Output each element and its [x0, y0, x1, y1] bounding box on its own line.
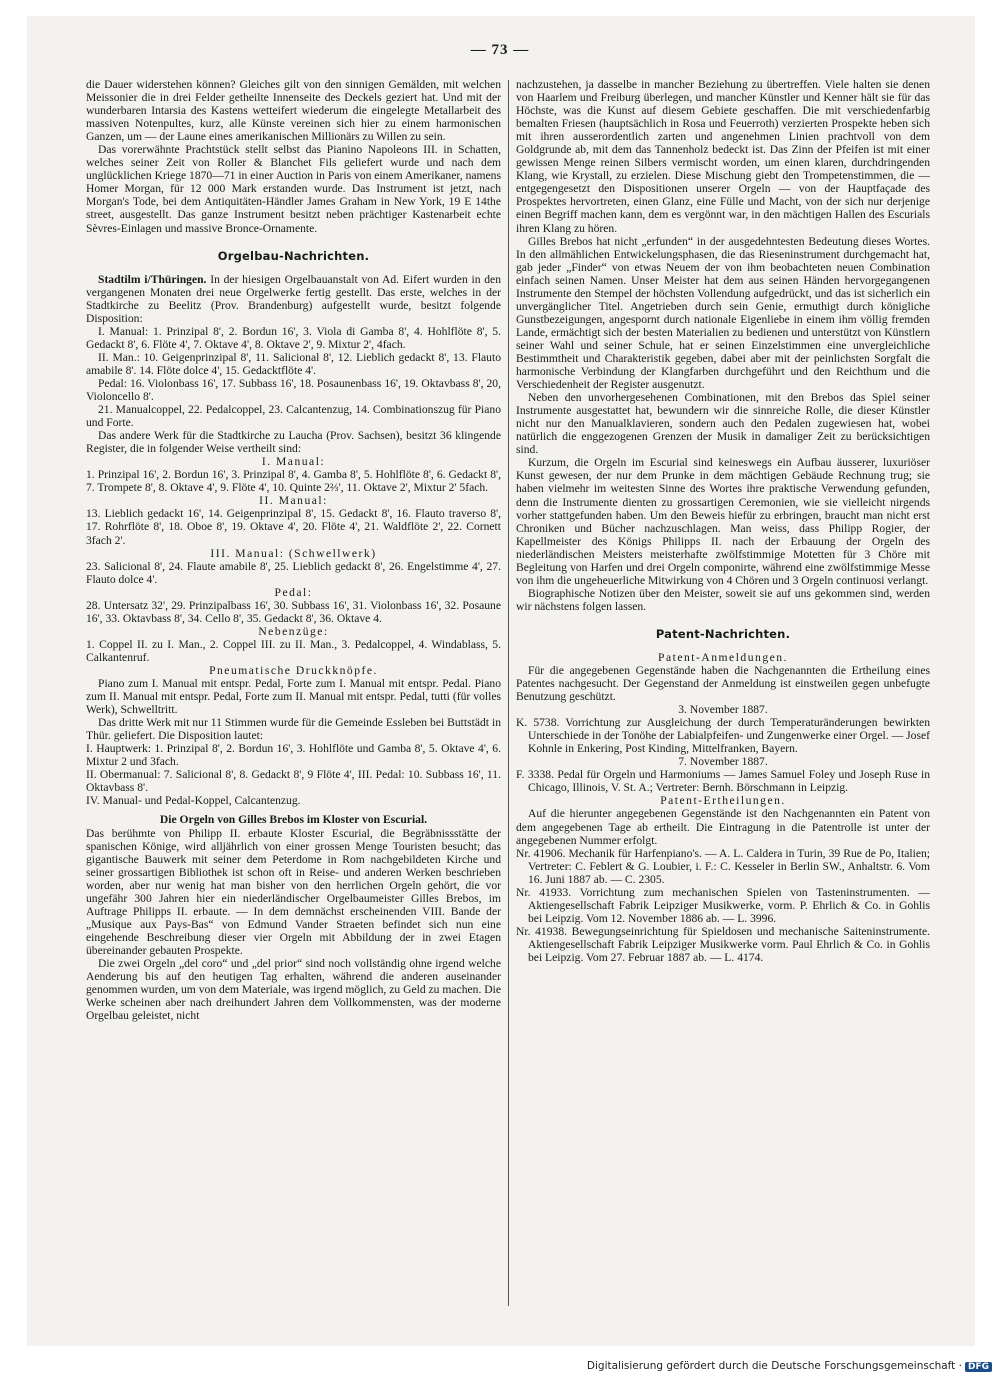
dfg-logo: DFG [965, 1362, 992, 1372]
disposition-line: IV. Manual- und Pedal-Koppel, Calcantenzug. [86, 794, 301, 808]
section-heading-patent: Patent-Nachrichten. [655, 626, 791, 641]
page-number: — 73 — [470, 42, 530, 58]
disposition-heading: Pedal: [274, 585, 313, 599]
disposition-line: 23. Salicional 8', 24. Flaute amabile 8', 25. Lieblich gedackt 8', 26. Engelstimme 4', 27. Flauto dolce 4'. [86, 559, 501, 586]
news-item-lead: Stadtilm i/Thüringen. [98, 272, 207, 286]
patent-entry: Nr. 41933. Vorrichtung zum mechanischen Spielen von Tasteninstrumenten. — Aktiengesellschaft Fabrik Leipziger Musikwerke, vorm. P. Ehrlich & Co. in Gohlis bei Leipzig. Vom 12. November 1886 ab. — L. 3996. [516, 885, 930, 925]
paragraph: Die zwei Orgeln „del coro“ und „del prior“ sind noch vollständig ohne irgend welche Aenderung bis auf den heutigen Tag erhalten, während die anderen auseinander genommen wurden, um von dem Materiale, was irgend möglich, zu Geld zu machen. Die Werke scheinen aber nach dreihundert Jahren dem Vollkommensten, was der moderne Orgelbau geleistet, nicht [86, 957, 501, 1023]
column-divider [508, 80, 509, 1306]
paragraph: Neben den unvorhergesehenen Combinationen, mit den Brebos das Spiel seiner Instrumente ausgestattet hat, bewundern wir die sinnreiche Rolle, die dieser Künstler nicht nur den Manualklavieren, sondern auch den Pedalen zugewiesen hat, wobei natürlich die enggezogenen Grenzen der Musik in damaliger Zeit zu berücksichtigen sind. [516, 391, 930, 457]
patent-entry: Nr. 41938. Bewegungseinrichtung für Spieldosen und mechanische Saiteninstrumente. Aktiengesellschaft Fabrik Leipziger Musikwerke vorm. Paul Ehrlich & Co. in Gohlis bei Leipzig. Vom 27. Februar 1887 ab. — L. 4174. [516, 924, 930, 964]
left-column [86, 78, 501, 1310]
disposition-heading: Nebenzüge: [258, 624, 329, 638]
disposition-line: Piano zum I. Manual mit entspr. Pedal, Forte zum I. Manual mit entspr. Pedal. Piano zum II. Manual mit entspr. Pedal, Forte zum II. Manual mit entspr. Pedal, tutti (für volles Werk), Schwelltritt. [86, 677, 501, 717]
disposition-heading: II. Manual: [259, 494, 328, 508]
paragraph: Das dritte Werk mit nur 11 Stimmen wurde für die Gemeinde Essleben bei Buttstädt in Thür. geliefert. Die Disposition lautet: [86, 716, 501, 743]
section-heading-orgelbau: Orgelbau-Nachrichten. [217, 248, 370, 263]
disposition-line: 28. Untersatz 32', 29. Prinzipalbass 16', 30. Subbass 16', 31. Violonbass 16', 32. Posaune 16', 33. Oktavbass 8', 34. Cello 8', 35. Gedackt 8', 36. Oktave 4. [86, 598, 501, 625]
news-item-stadtilm [86, 273, 501, 325]
disposition-line: 1. Coppel II. zu I. Man., 2. Coppel III. zu II. Man., 3. Pedalcoppel, 4. Windablass, 5. Calkantenruf. [86, 637, 501, 664]
disposition-line: I. Manual: 1. Prinzipal 8', 2. Bordun 16', 3. Viola di Gamba 8', 4. Hohlflöte 8', 5. Gedackt 8', 6. Flöte 4', 7. Oktave 4', 8. Oktave 2', 9. Mixtur 2', 4fach. [86, 324, 501, 351]
paragraph: die Dauer widerstehen können? Gleiches gilt von den sinnigen Gemälden, mit welchen Meissonier die in drei Felder getheilte Innenseite des Deckels geziert hat. Und mit der wunderbaren Intarsia des Kastens wetteifert wiederum die eingelegte Metallarbeit des massiven Notenpultes, kurz, alle Künste vereinen sich hier zu einem harmonischen Ganzen, um — der Laune eines amerikanischen Millionärs zu Willen zu sein. [86, 78, 501, 144]
subsection-heading-ertheilungen: Patent-Ertheilungen. [660, 794, 786, 808]
paragraph: Das vorerwähnte Prachtstück stellt selbst das Pianino Napoleons III. in Schatten, welches seiner Zeit von Roller & Blanchet Fils geliefert wurde und nach dem unglücklichen Kriege 1870—71 in einer Auction in Paris von einem Amerikaner, namens Homer Morgan, für 12 000 Mark erstanden wurde. Das Instrument ist jetzt, nach Morgan's Tode, bei dem Antiquitäten-Händler James Graham in New York, 19 E 14the street, ausgestellt. Das ganze Instrument besitzt neben prächtiger Kastenarbeit echte Sèvres-Einlagen und massive Bronce-Ornamente. [86, 143, 501, 235]
article-title-brebos: Die Orgeln von Gilles Brebos im Kloster von Escurial. [159, 813, 428, 827]
disposition-heading: Pneumatische Druckknöpfe. [209, 663, 378, 677]
subsection-heading-anmeldungen: Patent-Anmeldungen. [658, 650, 788, 664]
footer-text: Digitalisierung gefördert durch die Deutsche Forschungsgemeinschaft · [586, 1360, 962, 1372]
paragraph: Gilles Brebos hat nicht „erfunden“ in der ausgedehntesten Bedeutung dieses Wortes. In den allmählichen Entwickelungsphasen, die das Rieseninstrument durchgemacht hat, gab jeder „Finder“ von etwas Neuem der von ihm beobachteten neuen Combination einfach seinen Namen. Unser Meister hat dem aus seinen Händen hervorgegangenen Instrumente den Stempel der höchsten Vollendung aufgedrückt, und das ist sicherlich ein unvergänglicher Titel. Angetrieben durch sein Genie, ermuthigt durch königliche Gunstbezeigungen, angespornt durch nationale Eigenliebe in einem ihm völlig fremden Lande, ermächtigt sich der besten Materialien zu bedienen und unterstützt von Künstlern seiner Wahl und seiner Schule, hat er seinen Einzelstimmen eine unvergleichliche Bestimmtheit und Charakteristik gegeben, dabei aber mit der peinlichsten Sorgfalt die harmonische Verbindung der Klangfarben durchgeführt und den Reichthum und die Verschiedenheit der Register ausgenutzt. [516, 234, 930, 392]
paragraph: Das andere Werk für die Stadtkirche zu Laucha (Prov. Sachsen), besitzt 36 klingende Register, die in folgender Weise vertheilt sind: [86, 429, 501, 456]
paragraph: nachzustehen, ja dasselbe in mancher Beziehung zu übertreffen. Viele halten sie denen von Haarlem und Freiburg überlegen, und mancher Künstler und Kenner hält sie für das Höchste, was die Kunst auf diesem Gebiete geschaffen. Die mit verschiedenfarbig bemalten Friesen (hauptsächlich in Rosa und Feuerroth) verzierten Prospekte heben sich mit ihren ausserordentlich zarten und angenehmen Linien prachtvoll von dem Goldgrunde ab, mit dem das Tannenholz bedeckt ist. Das Zinn der Pfeifen ist mit einer gewissen Menge reinen Silbers vermischt worden, um einen klaren, durchdringenden Klang, wie Krystall, zu erzielen. Diese Mischung giebt den Trompetenstimmen, die — entgegengesetzt den Dispositionen unserer Orgeln — von der Hauptfaçade des Prospektes hervortreten, einen Glanz, eine Fülle und Macht, von der sich nur derjenige einen Begriff machen kann, dem es vergönnt war, in den mächtigen Hallen des Escurials ihren Klang zu hören. [516, 78, 930, 235]
news-item-body: In der hiesigen Orgelbauanstalt von Ad. Eifert wurden in den vergangenen Monaten drei neue Orgelwerke fertig gestellt. Das erste, welches in der Stadtkirche zu Beelitz (Prov. Brandenburg) aufgestellt wurde, besitzt folgende Disposition: [86, 272, 501, 325]
paragraph: Auf die hierunter angegebenen Gegenstände ist den Nachgenannten ein Patent von dem angegebenen Tage ab ertheilt. Die Eintragung in die Patentrolle ist unter der angegebenen Nummer erfolgt. [516, 807, 930, 847]
paragraph: Biographische Notizen über den Meister, soweit sie auf uns gekommen sind, werden wir nächstens folgen lassen. [516, 586, 930, 613]
patent-entry: Nr. 41906. Mechanik für Harfenpiano's. — A. L. Caldera in Turin, 39 Rue de Po, Italien; Vertreter: C. Feblert & G. Loubier, i. F.: C. Kesseler in Berlin SW., Anhaltstr. 6. Vom 16. Juni 1887 ab. — C. 2305. [516, 846, 930, 886]
paragraph: Kurzum, die Orgeln im Escurial sind keineswegs ein Aufbau äusserer, luxuriöser Kunst gewesen, der nur dem Prunke in dem mächtigen Gebäude Rechnung trug; sie haben vielmehr im weitesten Sinne des Wortes ihre praktische Verwendung gefunden, denn die Instrumente dienten zu grossartigen Ceremonien, wie sie vielleicht nirgends vorher stattgefunden haben. Um den Beweis hiefür zu erbringen, braucht man nicht erst Chroniken und Bücher nachzuschlagen. Man weiss, dass Philipp Rogier, der Kapellmeister des Königs Philipps II. nach der Erbauung der Orgeln des niederländischen Meisters meisterhafte zwölfstimmige Motetten für 3 Chöre mit Begleitung von Harfen und drei Orgeln componirte, während eine zwölfstimmige Messe von ihm die ungeheuerliche Mitwirkung von 4 Chören und 3 Orgeln continuosi verlangt. [516, 456, 930, 587]
patent-entry: F. 3338. Pedal für Orgeln und Harmoniums — James Samuel Foley und Joseph Ruse in Chicago, Illinois, V. St. A.; Vertreter: Bernh. Börschmann in Leipzig. [516, 768, 930, 795]
disposition-line: 1. Prinzipal 16', 2. Bordun 16', 3. Prinzipal 8', 4. Gamba 8', 5. Hohlflöte 8', 6. Gedackt 8', 7. Trompete 8', 8. Oktave 4', 9. Flöte 4', 10. Quinte 2⅔', 11. Oktave 2', Mixtur 2' 5fach. [86, 468, 501, 495]
footer-credit [587, 1360, 992, 1372]
disposition-line: I. Hauptwerk: 1. Prinzipal 8', 2. Bordun 16', 3. Hohlflöte und Gamba 8', 5. Oktave 4', 6. Mixtur 2 und 3fach. [86, 742, 501, 769]
paragraph: Für die angegebenen Gegenstände haben die Nachgenannten die Ertheilung eines Patentes nachgesucht. Der Gegenstand der Anmeldung ist einstweilen gegen unbefugte Benutzung geschützt. [516, 663, 930, 704]
right-column [516, 78, 930, 1310]
date-heading: 3. November 1887. [678, 703, 768, 717]
disposition-heading: I. Manual: [261, 455, 326, 469]
date-heading: 7. November 1887. [678, 755, 768, 769]
patent-entry: K. 5738. Vorrichtung zur Ausgleichung der durch Temperaturänderungen bewirkten Unterschiede in der Tonöhe der Labialpfeifen- und Zungenwerke einer Orgel. — Josef Kohnle in Enkering, Post Kinding, Mittelfranken, Bayern. [516, 716, 930, 756]
paragraph: Das berühmte von Philipp II. erbaute Kloster Escurial, die Begräbnissstätte der spanischen Könige, wird alljährlich von einer grossen Menge Touristen besucht; das gigantische Bauwerk mit seiner dem Peterdome in Rom nachgebildeten Kirche und seiner grossartigen Bibliothek ist schon oft in Reise- und anderen Werken beschrieben worden, aber nur wenig hat man bisher von den herrlichen Orgeln gehört, die vor ungefähr 300 Jahren hier ein niederländischer Orgelbaumeister Gilles Brebos, im Auftrage Philipps II. erbaute. — In dem demnächst erscheinenden VIII. Bande der „Musique aux Pays-Bas“ von Edmund Vander Straeten befindet sich nun eine eingehende Beschreibung dieser vier Orgeln mit Abbildung der in zwei Etagen übereinander gebauten Prospekte. [86, 826, 501, 957]
disposition-heading: III. Manual: (Schwellwerk) [210, 546, 377, 560]
disposition-line: II. Obermanual: 7. Salicional 8', 8. Gedackt 8', 9 Flöte 4', III. Pedal: 10. Subbass 16', 11. Oktavbass 8'. [86, 768, 501, 795]
disposition-line: Pedal: 16. Violonbass 16', 17. Subbass 16', 18. Posaunenbass 16', 19. Oktavbass 8', 20, Violoncello 8'. [86, 376, 501, 403]
disposition-line: II. Man.: 10. Geigenprinzipal 8', 11. Salicional 8', 12. Lieblich gedackt 8', 13. Flauto amabile 8'. 14. Flöte dolce 4', 15. Gedacktflöte 4'. [86, 350, 501, 377]
disposition-line: 13. Lieblich gedackt 16', 14. Geigenprinzipal 8', 15. Gedackt 8', 16. Flauto traverso 8', 17. Rohrflöte 8', 18. Oboe 8', 19. Oktave 4', 20. Flöte 4', 21. Waldflöte 2', 22. Cornett 3fach 2'. [86, 507, 501, 547]
disposition-line: 21. Manualcoppel, 22. Pedalcoppel, 23. Calcantenzug, 14. Combinationszug für Piano und Forte. [86, 403, 501, 430]
